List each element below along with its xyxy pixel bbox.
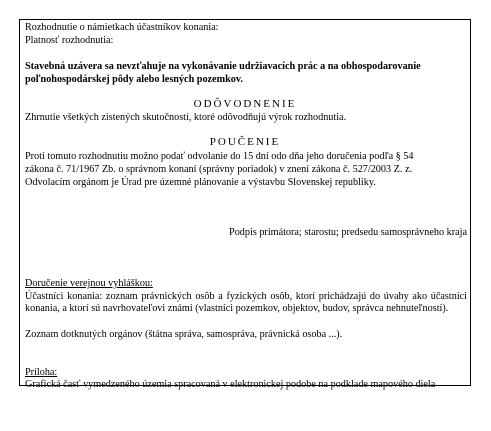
signature-line: Podpis primátora; starostu; predsedu samosprávneho kraja <box>229 227 467 238</box>
attachment-text: Grafická časť vymedzeného územia spracovaná v elektronickej podobe na podklade mapového diela <box>25 379 436 390</box>
attachment-heading: Príloha: <box>25 367 58 378</box>
instruction-heading: POUČENIE <box>209 136 281 148</box>
decision-objections-line: Rozhodnutie o námietkach účastníkov konania: <box>25 22 219 33</box>
authorities-text: Zoznam dotknutých orgánov (štátna správa, samospráva, právnická osoba ...). <box>25 329 343 340</box>
instruction-line-2: zákona č. 71/1967 Zb. o správnom konaní (správny poriadok) v znení zákona č. 527/2003 Z. z. <box>25 164 413 175</box>
reasoning-heading: ODÔVODNENIE <box>193 98 297 110</box>
instruction-line-3: Odvolacím orgánom je Úrad pre územné plánovanie a výstavbu Slovenskej republiky. <box>25 177 376 188</box>
bold-statement-line-1: Stavebná uzávera sa nevzťahuje na vykonávanie udržiavacích prác a na obhospodarovanie <box>25 61 421 72</box>
validity-line: Platnosť rozhodnutia: <box>25 35 114 46</box>
delivery-heading: Doručenie verejnou vyhláškou: <box>25 278 153 289</box>
instruction-line-1: Proti tomuto rozhodnutiu možno podať odvolanie do 15 dní odo dňa jeho doručenia podľa § 54 <box>25 151 414 162</box>
reasoning-text: Zhrnutie všetkých zistených skutočností, ktoré odôvodňujú výrok rozhodnutia. <box>25 112 347 123</box>
bold-statement-line-2: poľnohospodárskej pôdy alebo lesných pozemkov. <box>25 74 243 85</box>
participants-text: Účastníci konania: zoznam právnických osôb a fyzických osôb, ktorí prichádzajú do úvahy ako účastníci konania, a ktorí sú navrhovateľovi známi (vlastníci pozemkov, objektov, budov, správca nehnuteľností). <box>25 291 467 315</box>
